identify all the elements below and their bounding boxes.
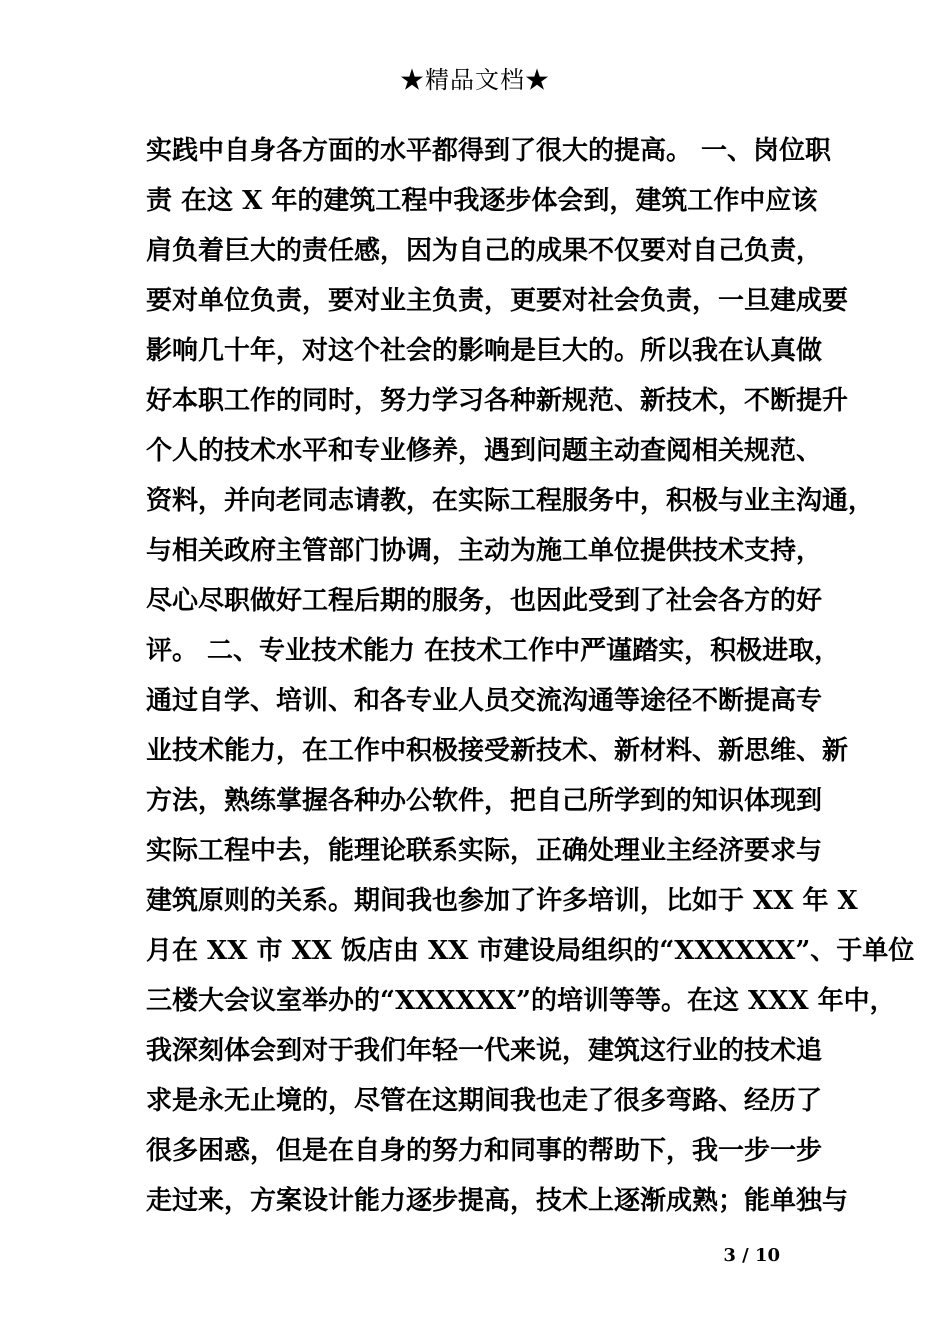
text-line: 尽心尽职做好工程后期的服务，也因此受到了社会各方的好 bbox=[146, 586, 823, 616]
text-line: 影响几十年，对这个社会的影响是巨大的。所以我在认真做 bbox=[146, 336, 823, 366]
text-line: 走过来，方案设计能力逐步提高，技术上逐渐成熟；能单独与 bbox=[146, 1186, 849, 1216]
page-number: 3 / 10 bbox=[723, 1245, 780, 1266]
text-line: 要对单位负责，要对业主负责，更要对社会负责，一旦建成要 bbox=[146, 286, 849, 316]
text-line: 方法，熟练掌握各种办公软件，把自己所学到的知识体现到 bbox=[146, 786, 823, 816]
text-line: 评。 二、专业技术能力 在技术工作中严谨踏实，积极进取， bbox=[146, 636, 841, 666]
text-line: 实际工程中去，能理论联系实际，正确处理业主经济要求与 bbox=[146, 836, 823, 866]
text-line: 通过自学、培训、和各专业人员交流沟通等途径不断提高专 bbox=[146, 686, 823, 716]
text-line: 我深刻体会到对于我们年轻一代来说，建筑这行业的技术追 bbox=[146, 1036, 823, 1066]
text-line: 个人的技术水平和专业修养，遇到问题主动查阅相关规范、 bbox=[146, 436, 823, 466]
text-line: 实践中自身各方面的水平都得到了很大的提高。 一、岗位职 bbox=[146, 136, 832, 166]
text-line: 很多困惑，但是在自身的努力和同事的帮助下，我一步一步 bbox=[146, 1136, 823, 1166]
text-line: 责 在这 X 年的建筑工程中我逐步体会到，建筑工作中应该 bbox=[146, 186, 818, 216]
text-line: 业技术能力，在工作中积极接受新技术、新材料、新思维、新 bbox=[146, 736, 849, 766]
text-line: 与相关政府主管部门协调，主动为施工单位提供技术支持， bbox=[146, 536, 823, 566]
text-line: 资料，并向老同志请教，在实际工程服务中，积极与业主沟通， bbox=[146, 486, 875, 516]
text-line: 月在 XX 市 XX 饭店由 XX 市建设局组织的“XXXXXX”、于单位 bbox=[146, 936, 915, 966]
text-line: 好本职工作的同时，努力学习各种新规范、新技术，不断提升 bbox=[146, 386, 849, 416]
body-text bbox=[146, 126, 915, 1226]
text-line: 三楼大会议室举办的“XXXXXX”的培训等等。在这 XXX 年中， bbox=[146, 986, 896, 1016]
text-line: 肩负着巨大的责任感，因为自己的成果不仅要对自己负责， bbox=[146, 236, 823, 266]
text-line: 建筑原则的关系。期间我也参加了许多培训，比如于 XX 年 X bbox=[146, 886, 858, 916]
text-line: 求是永无止境的，尽管在这期间我也走了很多弯路、经历了 bbox=[146, 1086, 823, 1116]
page-header: ★精品文档★ bbox=[400, 66, 550, 94]
